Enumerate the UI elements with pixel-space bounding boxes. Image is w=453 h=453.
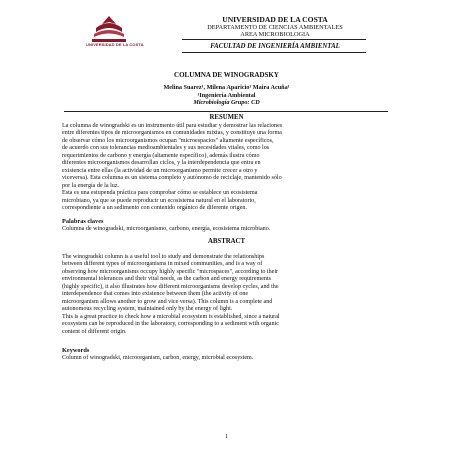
resumen-line: viceversa). Esta columna es un sistema completo y autónomo de reciclaje, mantenido sólo [62, 175, 282, 182]
abstract-heading: ABSTRACT [207, 238, 245, 245]
abstract-line: content of different origin. [62, 328, 127, 335]
university-name: UNIVERSIDAD DE LA COSTA [222, 15, 328, 24]
resumen-body [62, 123, 393, 212]
logo-lettering: UNIVERSIDAD DE LA COSTA [86, 42, 144, 47]
paper-affiliation: ¹Ingeniería Ambiental [197, 92, 256, 99]
abstract-line: (highly specific), it also illustrates how different microorganisms develop cycles, and the [62, 283, 279, 290]
abstract-line: This is a great practice to check how a microbial ecosystem is established, since a natural [62, 313, 280, 320]
resumen-heading: RESUMEN [209, 114, 244, 121]
resumen-line: requerimientos de carbono y energía (altamente específico), además ilustra cómo [62, 152, 260, 159]
abstract-body [62, 254, 393, 336]
abstract-line: between different types of microorganisms in mixed communities, and is a way of [62, 261, 263, 268]
resumen-line: Esta es una estupenda práctica para comprobar cómo se establece un ecosistema [62, 190, 258, 197]
keywords-heading: Keywords [62, 347, 90, 354]
department-name: DEPARTAMENTO DE CIENCIAS AMBIENTALES [207, 24, 343, 31]
keywords-text: Column of winogradski, microorganism, carbon, energy, microbial ecosystem. [62, 355, 254, 361]
paper-authors: Melina Suarez¹, Milena Aparicio¹ Maira Acuña¹ [163, 84, 290, 91]
institution-header [180, 16, 370, 38]
abstract-line: microorganism allows another to grow and vice versa). This column is a complete and [62, 298, 273, 305]
resumen-line: de acuerdo con sus tolerancias medioambientales y sus necesidades vitales, como los [62, 145, 270, 152]
palabras-claves-text: Columna de winogradski, microorganismo, carbono, energía, ecosistema microbiano. [62, 226, 271, 232]
header-divider-bottom [182, 52, 366, 53]
resumen-line: correspondiente a un sedimento con contenido orgánico de diferente origen. [62, 204, 248, 211]
paper-group: Microbiología Grupo: CD [193, 99, 260, 106]
resumen-line: de observar cómo los microorganismos ocupan "microespacios" altamente específicos, [62, 137, 274, 144]
resumen-line: microbiano, ya que se puede reproducir un ecosistema natural en el laboratorio, [62, 197, 256, 204]
page-number: 1 [224, 433, 229, 440]
paper-title: COLUMNA DE WINOGRADSKY [174, 71, 279, 79]
resumen-line: La columna de winogradski es un instrumento útil para estudiar y demostrar las relaciones [62, 123, 283, 129]
resumen-line: diferentes microorganismos desarrollan ciclos, y la interdependencia que entra en [62, 160, 261, 167]
resumen-line: entre diferentes tipos de microorganismos en comunidades mixtas, y constituye una forma [62, 130, 282, 137]
resumen-line: por la energía de la luz. [62, 182, 120, 189]
abstract-line: environmental tolerances and their vital needs, as the carbon and energy requirements [62, 276, 272, 283]
abstract-line: observing how microorganisms occupy highly specific "microspaces", according to their [62, 268, 279, 275]
faculty-name: FACULTAD DE INGENIERÍA AMBIENTAL [210, 43, 340, 50]
abstract-line: interdependence that comes into existence between them (the activity of one [62, 291, 249, 298]
palabras-claves-heading: Palabras claves [62, 218, 104, 225]
header-divider-top [182, 39, 366, 40]
abstract-line: ecosystem can be reproduced in the laboratory, corresponding to a sediment with organic [62, 321, 279, 328]
abstract-line: The winogradski column is a useful tool to study and demonstrate the relationships [62, 254, 265, 260]
area-name: AREA MICROBIOLOGIA [240, 31, 310, 38]
abstract-line: autonomous recycling system, maintained only by the energy of light. [62, 306, 233, 313]
title-divider [64, 111, 388, 112]
resumen-line: existencia entre ellas (la actividad de un microorganismo permite crecer a otro y [62, 167, 258, 174]
